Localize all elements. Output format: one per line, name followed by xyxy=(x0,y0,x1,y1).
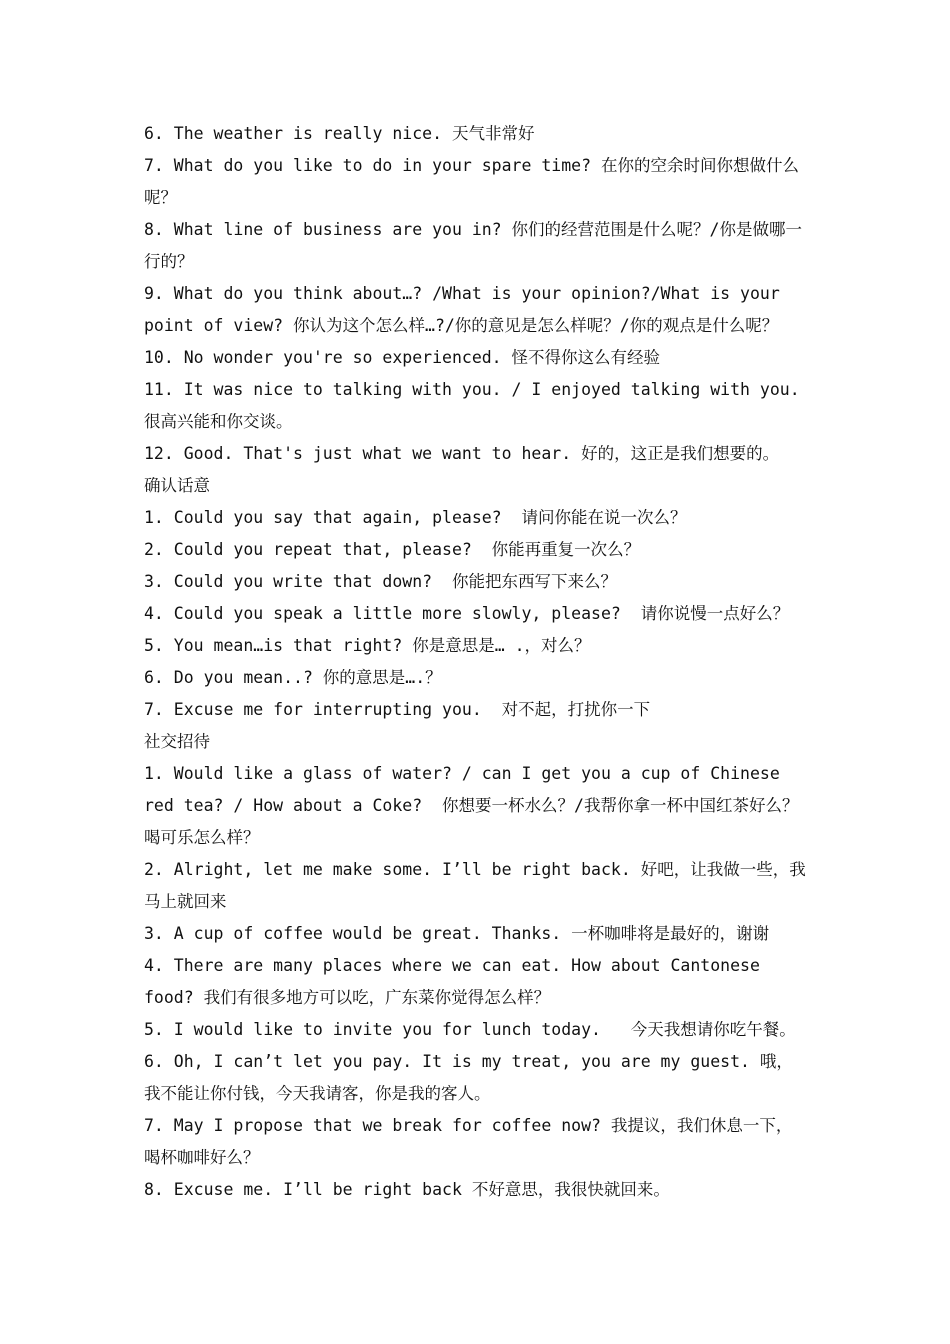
phrase-line: 11. It was nice to talking with you. / I enjoyed talking with you. 很高兴能和你交谈。 xyxy=(144,380,810,431)
phrase-line: 1. Could you say that again, please? 请问你能在说一次么？ xyxy=(144,508,687,527)
section-heading-social-hosting: 社交招待 xyxy=(144,732,210,751)
phrase-line: 10. No wonder you're so experienced. 怪不得你这么有经验 xyxy=(144,348,661,367)
phrase-line: 2. Could you repeat that, please? 你能再重复一次么？ xyxy=(144,540,641,559)
phrase-line: 12. Good. That's just what we want to hear. 好的，这正是我们想要的。 xyxy=(144,444,780,463)
phrase-line: 3. A cup of coffee would be great. Thanks. 一杯咖啡将是最好的，谢谢 xyxy=(144,924,770,943)
phrase-line: 7. Excuse me for interrupting you. 对不起，打扰你一下 xyxy=(144,700,651,719)
phrase-line: 6. Do you mean..? 你的意思是….？ xyxy=(144,668,442,687)
section-heading-confirm-meaning: 确认话意 xyxy=(144,476,210,495)
phrase-line: 7. May I propose that we break for coffee now? 我提议，我们休息一下，喝杯咖啡好么？ xyxy=(144,1116,793,1167)
phrase-line: 1. Would like a glass of water? / can I get you a cup of Chinese red tea? / How about a Coke? 你想要一杯水么？/我帮你拿一杯中国红茶好么？喝可乐怎么样？ xyxy=(144,764,799,847)
phrase-line: 8. What line of business are you in? 你们的经营范围是什么呢？/你是做哪一行的？ xyxy=(144,220,802,271)
phrase-line: 6. The weather is really nice. 天气非常好 xyxy=(144,124,535,143)
phrase-line: 5. You mean…is that right? 你是意思是… .，对么？ xyxy=(144,636,591,655)
phrase-line: 6. Oh, I can’t let you pay. It is my treat, you are my guest. 哦，我不能让你付钱，今天我请客，你是我的客人。 xyxy=(144,1052,793,1103)
phrase-line: 3. Could you write that down? 你能把东西写下来么？ xyxy=(144,572,617,591)
document-body xyxy=(144,118,808,1206)
phrase-line: 9. What do you think about…? /What is your opinion?/What is your point of view? 你认为这个怎么样…?/你的意见是怎么样呢？/你的观点是什么呢？ xyxy=(144,284,790,335)
phrase-line: 2. Alright, let me make some. I’ll be right back. 好吧，让我做一些，我马上就回来 xyxy=(144,860,806,911)
phrase-line: 4. There are many places where we can eat. How about Cantonese food? 我们有很多地方可以吃，广东菜你觉得怎么样？ xyxy=(144,956,770,1007)
phrase-line: 5. I would like to invite you for lunch today. 今天我想请你吃午餐。 xyxy=(144,1020,796,1039)
phrase-line: 8. Excuse me. I’ll be right back 不好意思，我很快就回来。 xyxy=(144,1180,670,1199)
phrase-line: 4. Could you speak a little more slowly, please? 请你说慢一点好么？ xyxy=(144,604,790,623)
phrase-line: 7. What do you like to do in your spare time? 在你的空余时间你想做什么呢？ xyxy=(144,156,799,207)
